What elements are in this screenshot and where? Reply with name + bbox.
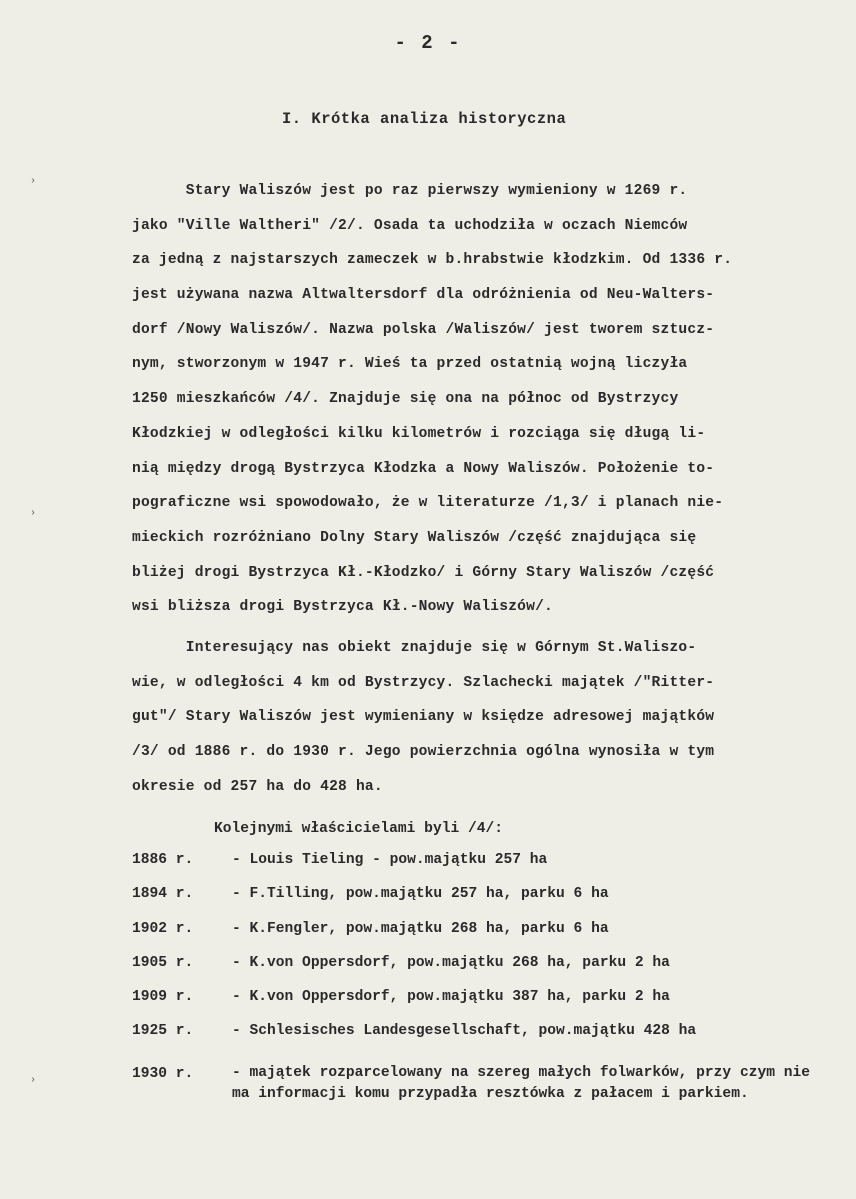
owners-list [132, 843, 822, 1049]
text-line: Interesujący nas obiekt znajduje się w Górnym St.Waliszo- [132, 640, 697, 656]
list-item [132, 843, 822, 877]
text-line: bliżej drogi Bystrzyca Kł.-Kłodzko/ i Górny Stary Waliszów /część [132, 564, 715, 581]
section-heading: I. Krótka analiza historyczna [282, 110, 567, 128]
owner-year: 1930 r. [132, 1066, 194, 1082]
owner-year: 1909 r. [132, 989, 194, 1006]
margin-tick: › [30, 176, 37, 187]
list-item [132, 946, 822, 980]
owner-text: - K.Fengler, pow.majątku 268 ha, parku 6 ha [232, 920, 609, 937]
text-line: mieckich rozróżniano Dolny Stary Waliszów /część znajdująca się [132, 529, 697, 546]
text-line: 1250 mieszkańców /4/. Znajduje się ona na północ od Bystrzycy [132, 391, 679, 408]
text-line: pograficzne wsi spowodowało, że w literaturze /1,3/ i planach nie- [132, 495, 724, 512]
owner-year: 1894 r. [132, 886, 194, 903]
text-line: jako "Ville Waltheri" /2/. Osada ta uchodziła w oczach Niemców [132, 217, 688, 234]
text-line: wsi bliższa drogi Bystrzyca Kł.-Nowy Waliszów/. [132, 599, 554, 616]
text-line: nym, stworzonym w 1947 r. Wieś ta przed ostatnią wojną liczyła [132, 356, 688, 373]
text-line: dorf /Nowy Waliszów/. Nazwa polska /Waliszów/ jest tworem sztucz- [132, 321, 715, 338]
list-item [132, 877, 822, 911]
owner-text: - K.von Oppersdorf, pow.majątku 268 ha, parku 2 ha [232, 954, 670, 971]
owner-text: - K.von Oppersdorf, pow.majątku 387 ha, parku 2 ha [232, 989, 670, 1006]
list-item [132, 1014, 822, 1048]
owners-title: Kolejnymi właścicielami byli /4/: [214, 821, 504, 837]
owner-year: 1886 r. [132, 852, 194, 868]
owner-text: - Schlesisches Landesgesellschaft, pow.majątku 428 ha [232, 1023, 697, 1040]
margin-tick: › [30, 508, 37, 519]
paragraph-history [132, 174, 822, 625]
list-item [132, 980, 822, 1014]
list-item [132, 912, 822, 946]
text-line: jest używana nazwa Altwaltersdorf dla odróżnienia od Neu-Walters- [132, 287, 715, 304]
paragraph-object [132, 631, 822, 804]
owner-year: 1925 r. [132, 1023, 194, 1040]
owner-year: 1905 r. [132, 954, 194, 971]
margin-tick: › [30, 1075, 37, 1086]
text-line: gut"/ Stary Waliszów jest wymieniany w księdze adresowej majątków [132, 709, 715, 726]
page-number: - 2 - [394, 32, 462, 54]
text-line: okresie od 257 ha do 428 ha. [132, 778, 383, 795]
owner-text: - F.Tilling, pow.majątku 257 ha, parku 6 ha [232, 886, 609, 903]
text-line: nią między drogą Bystrzyca Kłodzka a Nowy Waliszów. Położenie to- [132, 460, 715, 477]
text-line: Stary Waliszów jest po raz pierwszy wymieniony w 1269 r. [132, 183, 688, 199]
text-line: wie, w odległości 4 km od Bystrzycy. Szlachecki majątek /"Ritter- [132, 674, 715, 691]
text-line: /3/ od 1886 r. do 1930 r. Jego powierzchnia ogólna wynosiła w tym [132, 744, 715, 761]
owner-text: - majątek rozparcelowany na szereg małych folwarków, przy czym nie ma informacji komu przypadła resztówka z pałacem i parkiem. [232, 1065, 811, 1102]
owner-text: - Louis Tieling - pow.majątku 257 ha [232, 852, 548, 868]
text-line: Kłodzkiej w odległości kilku kilometrów i rozciąga się długą li- [132, 425, 706, 442]
text-line: za jedną z najstarszych zameczek w b.hrabstwie kłodzkim. Od 1336 r. [132, 252, 733, 269]
owner-year: 1902 r. [132, 920, 194, 937]
list-item-last [132, 1063, 832, 1105]
